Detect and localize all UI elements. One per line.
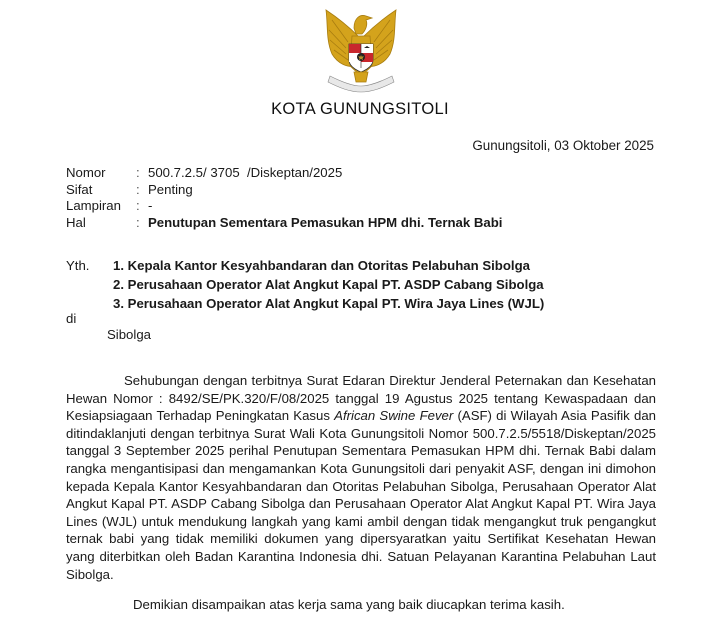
meta-label: Nomor <box>66 165 106 180</box>
meta-value: - <box>148 198 153 213</box>
recipients-block <box>66 256 544 313</box>
letter-date: Gunungsitoli, 03 Oktober 2025 <box>472 138 654 153</box>
meta-value: 500.7.2.5/ 3705 /Diskeptan/2025 <box>148 165 343 180</box>
meta-label: Sifat <box>66 181 93 197</box>
meta-colon: : <box>136 181 140 197</box>
meta-colon: : <box>136 214 140 230</box>
letter-meta-block <box>66 165 502 231</box>
recipient-prefix: Yth. <box>66 258 90 273</box>
recipient-item <box>66 256 544 275</box>
recipient-text: 1. Kepala Kantor Kesyahbandaran dan Otoritas Pelabuhan Sibolga <box>113 258 530 273</box>
meta-row-hal <box>66 215 502 232</box>
meta-colon: : <box>136 198 140 213</box>
di-label: di <box>66 311 77 326</box>
meta-label: Hal <box>66 214 86 230</box>
recipient-text: 2. Perusahaan Operator Alat Angkut Kapal PT. ASDP Cabang Sibolga <box>113 277 544 292</box>
meta-row-sifat <box>66 182 502 199</box>
recipient-place: Sibolga <box>107 327 151 342</box>
body-text-part2: (ASF) di Wilayah Asia Pasifik dan ditindaklanjuti dengan terbitnya Surat Wali Kota Gunungsitoli Nomor 500.7.2.5/5518/Diskeptan/2025 tanggal 3 September 2025 perihal Penutupan Sementara Pemasukan HPM dhi. Ternak Babi dalam rangka mengantisipasi dan mengamankan Kota Gunungsitoli dari penyakit ASF, dengan ini dimohon kepada Kepala Kantor Kesyahbandaran dan Otoritas Pelabuhan Sibolga, Perusahaan Operator Alat Angkut Kapal PT. ASDP Cabang Sibolga dan Perusahaan Operator Alat Angkut Kapal PT. Wira Jaya Lines (WJL) untuk mendukung langkah yang kami ambil dengan tidak mengangkut truk pengangkut ternak babi yang tidak memiliki dokumen yang dipersyaratkan yaitu Sertifikat Kesehatan Hewan yang diterbitkan oleh Badan Karantina Indonesia dhi. Satuan Pelayanan Karantina Pelabuhan Laut Sibolga. <box>66 408 656 582</box>
meta-label: Lampiran <box>66 198 121 213</box>
letterhead-city-title: KOTA GUNUNGSITOLI <box>271 100 449 118</box>
closing-sentence: Demikian disampaikan atas kerja sama yang baik diucapkan terima kasih. <box>133 597 565 612</box>
meta-row-nomor <box>66 165 502 182</box>
recipient-item <box>66 294 544 313</box>
meta-row-lampiran <box>66 198 502 215</box>
letter-subject: Penutupan Sementara Pemasukan HPM dhi. Ternak Babi <box>148 214 503 230</box>
meta-colon: : <box>136 165 140 180</box>
recipient-item <box>66 275 544 294</box>
body-text-italic: African Swine Fever <box>334 408 454 424</box>
body-text-part1: Sehubungan dengan terbitnya Surat Edaran Direktur Jenderal Peternakan dan Kesehatan Hewan Nomor : 8492/SE/PK.320/F/08/2025 tanggal 19 Agustus 2025 tentang Kewaspadaan dan Kesiapsiagaan Terhadap Peningkatan Kasus <box>66 373 656 424</box>
letter-body-paragraph <box>66 372 656 583</box>
recipient-text: 3. Perusahaan Operator Alat Angkut Kapal PT. Wira Jaya Lines (WJL) <box>113 296 545 311</box>
garuda-emblem-icon <box>318 6 404 94</box>
meta-value: Penting <box>148 181 193 197</box>
